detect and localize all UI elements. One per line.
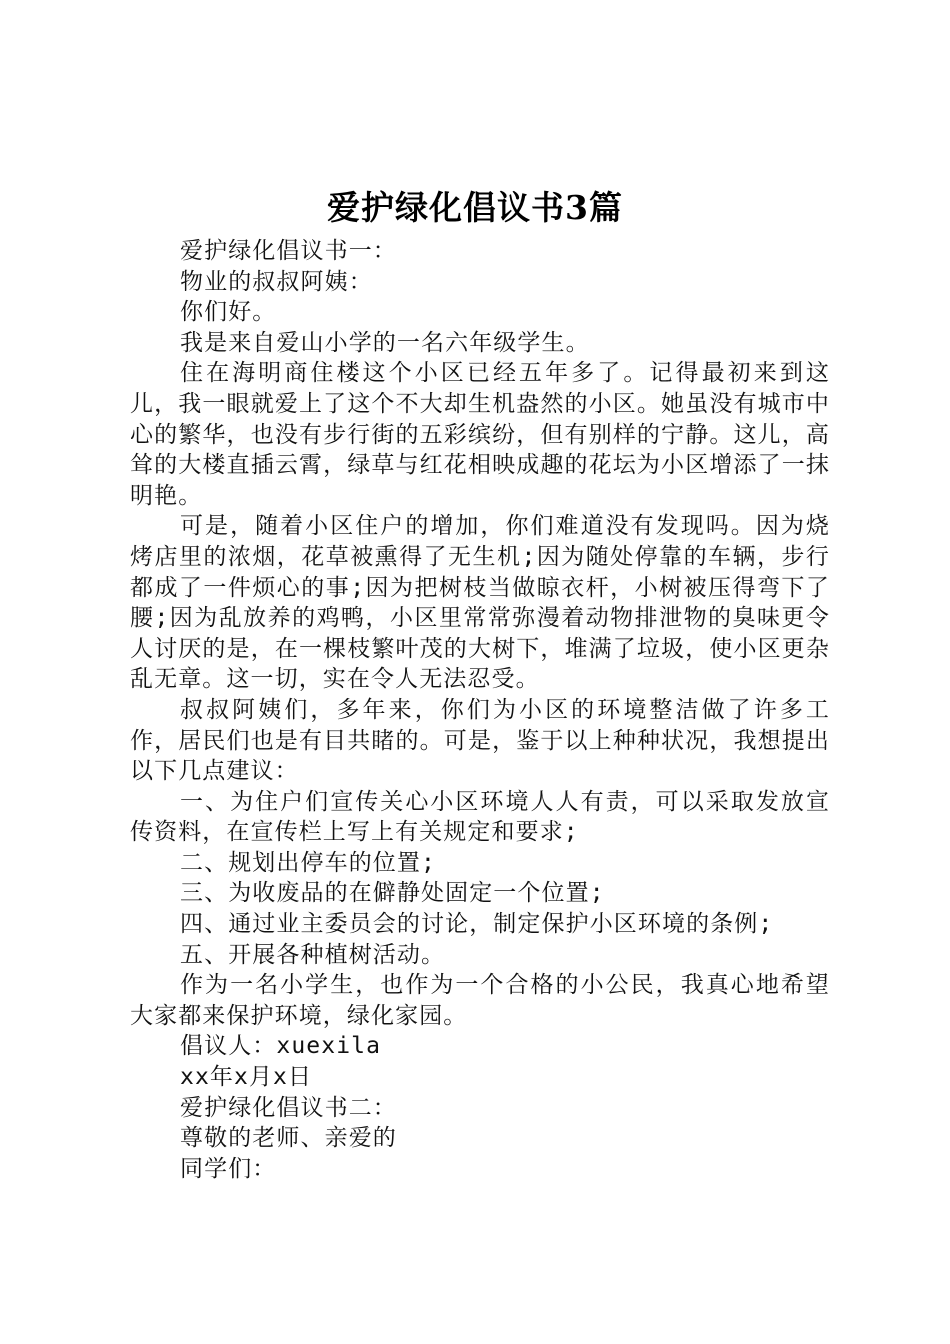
paragraph-11: 四、通过业主委员会的讨论，制定保护小区环境的条例; [180,911,774,938]
paragraph-17: 尊敬的老师、亲爱的 [180,1125,397,1152]
paragraph-7: 叔叔阿姨们，多年来，你们为小区的环境整洁做了许多工作，居民们也是有目共睹的。可是，鉴于以上种种状况，我想提出以下几点建议： [130,696,830,785]
paragraph-14: 倡议人：xuexila [180,1033,382,1060]
paragraph-16: 爱护绿化倡议书二： [180,1094,397,1121]
paragraph-5: 住在海明商住楼这个小区已经五年多了。记得最初来到这儿，我一眼就爱上了这个不大却生机盎然的小区。她虽没有城市中心的繁华，也没有步行街的五彩缤纷，但有别样的宁静。这儿，高耸的大楼直插云霄，绿草与红花相映成趣的花坛为小区增添了一抹明艳。 [130,360,830,509]
paragraph-3: 你们好。 [180,299,277,326]
paragraph-1: 爱护绿化倡议书一： [180,238,397,264]
paragraph-13: 作为一名小学生，也作为一个合格的小公民，我真心地希望大家都来保护环境，绿化家园。 [130,972,830,1029]
paragraph-8: 一、为住户们宣传关心小区环境人人有责，可以采取发放宣传资料，在宣传栏上写上有关规定和要求; [130,788,830,846]
document-title: 爱护绿化倡议书3篇 [327,188,623,227]
paragraph-4: 我是来自爱山小学的一名六年级学生。 [180,329,590,356]
paragraph-12: 五、开展各种植树活动。 [180,941,446,968]
paragraph-9: 二、规划出停车的位置; [180,849,436,876]
paragraph-15: xx年x月x日 [180,1064,313,1091]
paragraph-2: 物业的叔叔阿姨： [180,268,373,295]
document-body [130,236,830,1184]
paragraph-10: 三、为收废品的在僻静处固定一个位置; [180,880,605,907]
paragraph-6: 可是，随着小区住户的增加，你们难道没有发现吗。因为烧烤店里的浓烟，花草被熏得了无生机;因为随处停靠的车辆，步行都成了一件烦心的事;因为把树枝当做晾衣杆，小树被压得弯下了腰;因为乱放养的鸡鸭，小区里常常弥漫着动物排泄物的臭味更令人讨厌的是，在一棵枝繁叶茂的大树下，堆满了垃圾，使小区更杂乱无章。这一切，实在令人无法忍受。 [130,513,830,693]
paragraph-18: 同学们： [180,1155,277,1182]
